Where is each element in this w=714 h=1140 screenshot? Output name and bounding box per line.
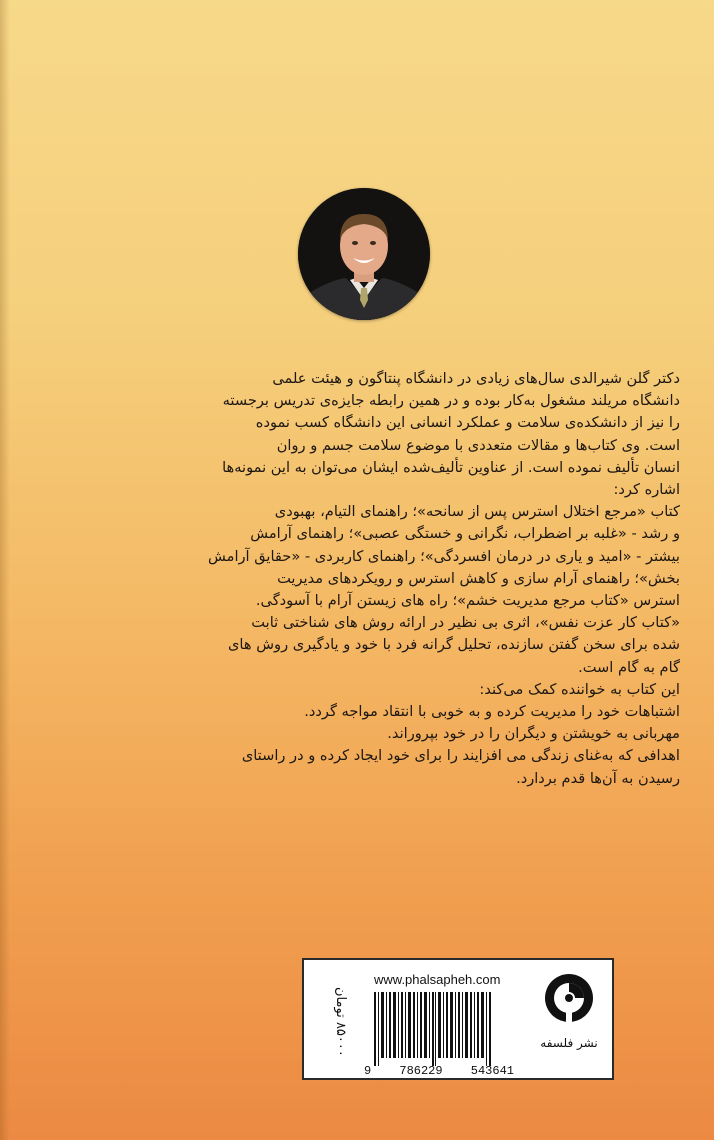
isbn-digits [364, 1064, 514, 1078]
body-line: گام به گام است. [578, 658, 680, 676]
body-line: بیشتر - «امید و یاری در درمان افسردگی»؛ راهنمای کاربردی - «حقایق آرامش [208, 547, 680, 565]
body-line: اشتباهات خود را مدیریت کرده و به خوبی با انتقاد مواجه گردد. [304, 703, 680, 721]
publisher-name: نشر فلسفه [540, 1036, 598, 1050]
author-bio-text [28, 368, 680, 790]
body-line: اهدافی که به‌غنای زندگی می افزایند را برای خود ایجاد کرده و در راستای [241, 747, 680, 765]
author-portrait [298, 188, 430, 320]
phalsapheh-logo-icon [544, 970, 594, 1026]
body-line: اشاره کرد: [613, 481, 680, 499]
body-line: بخش»؛ راهنمای آرام سازی و کاهش استرس و رویکردهای مدیریت [277, 569, 680, 587]
isbn-digit-group: 786229 [399, 1064, 443, 1078]
body-line: «کتاب کار عزت نفس»، اثری بی نظیر در ارائه روش های شناختی ثابت [251, 614, 680, 632]
body-line: و رشد - «غلبه بر اضطراب، نگرانی و خستگی عصبی»؛ راهنمای آرامش [250, 525, 680, 543]
body-line: این کتاب به خواننده کمک می‌کند: [479, 680, 680, 698]
body-line: رسیدن به آن‌ها قدم بردارد. [516, 769, 680, 787]
price-label: ۸۵۰۰۰ تومان [333, 987, 348, 1057]
website-url: www.phalsapheh.com [374, 972, 501, 987]
body-line: دانشگاه مریلند مشغول به‌کار بوده و در همین رابطه جایزه‌ی تدریس برجسته [222, 392, 680, 410]
body-line: مهربانی به خویشتن و دیگران را در خود بپروراند. [387, 725, 680, 743]
isbn-digit-group: 543641 [470, 1064, 514, 1078]
body-line: انسان تألیف نموده است. از عناوین تألیف‌شده ایشان می‌توان به این نمونه‌ها [222, 458, 680, 476]
body-line: استرس «کتاب مرجع مدیریت خشم»؛ راه های زیستن آرام با آسودگی. [255, 592, 680, 610]
publisher-logo [532, 966, 606, 1074]
body-line: است. وی کتاب‌ها و مقالات متعددی با موضوع سلامت جسم و روان [276, 436, 680, 454]
publisher-info-box [302, 958, 614, 1080]
spine-shadow [0, 0, 10, 1140]
body-line: دکتر گلن شیرالدی سال‌های زیادی در دانشگاه پنتاگون و هیئت علمی [272, 370, 680, 387]
body-line: کتاب «مرجع اختلال استرس پس از سانحه»؛ راهنمای التیام، بهبودی [274, 503, 680, 521]
body-line: شده برای سخن گفتن سازنده، تحلیل گرانه فرد با خود و یادگیری روش های [228, 636, 680, 654]
body-line: را نیز از دانشکده‌ی سلامت و عملکرد انسانی این دانشگاه کسب نموده [255, 414, 680, 432]
barcode-icon [374, 992, 494, 1066]
portrait-icon [298, 188, 430, 320]
isbn-digit-group: 9 [364, 1064, 372, 1078]
